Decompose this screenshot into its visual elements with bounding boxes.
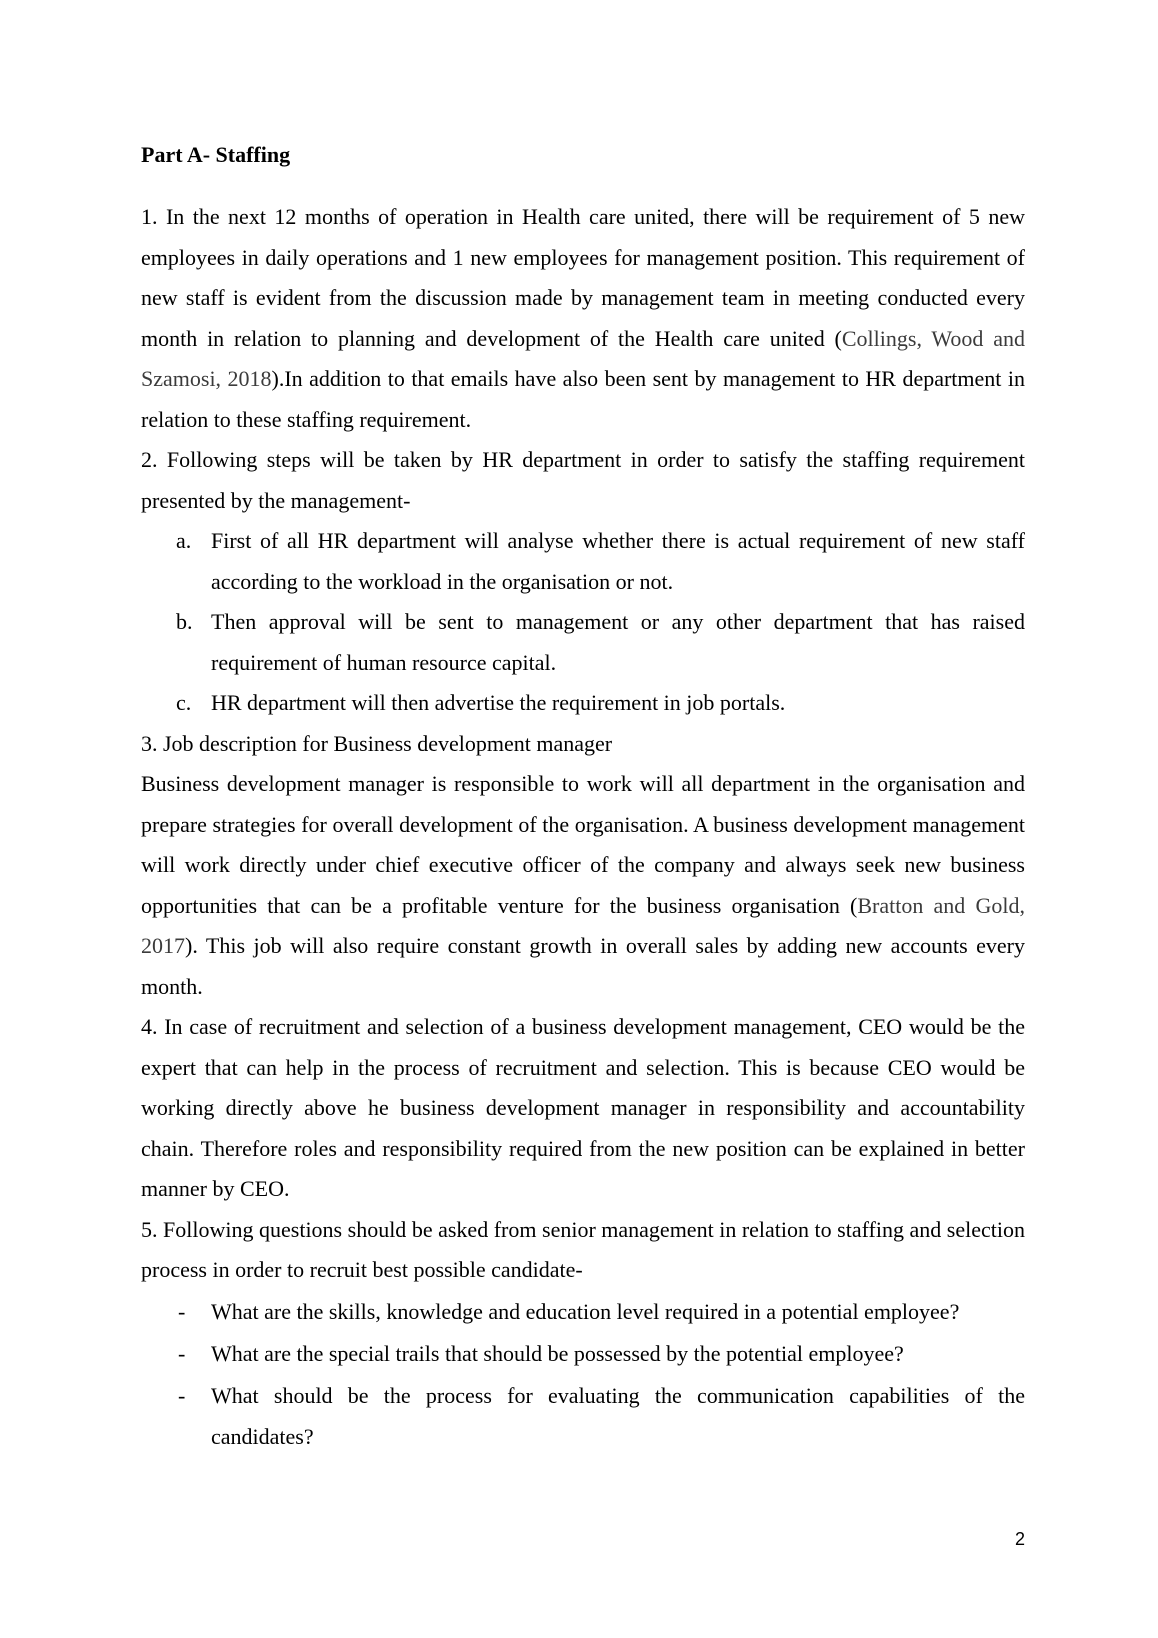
- list-item-question-2: [141, 1334, 1025, 1375]
- paragraph-3-body: [141, 764, 1025, 1007]
- list-item-text: First of all HR department will analyse whether there is actual requirement of new staff according to the workload in the organisation or not.: [211, 528, 1025, 594]
- list-item-question-3: [141, 1376, 1025, 1457]
- list-marker: b.: [176, 609, 193, 634]
- list-item-step-a: [141, 521, 1025, 602]
- paragraph-3-text-end: ). This job will also require constant growth in overall sales by adding new accounts every month.: [141, 933, 1025, 999]
- list-marker: -: [178, 1383, 186, 1408]
- list-item-step-c: [141, 683, 1025, 724]
- section-heading: Part A- Staffing: [141, 142, 291, 167]
- citation-bratton: Bratton and Gold, 2017: [141, 892, 1025, 958]
- list-item-step-b: [141, 602, 1025, 683]
- paragraph-4: 4. In case of recruitment and selection of a business development management, CEO would be the expert that can help in the process of recruitment and selection. This is because CEO would be working directly above he business development manager in responsibility and accountability chain. Therefore roles and responsibility required from the new position can be explained in better manner by CEO.: [141, 1014, 1025, 1201]
- list-marker: a.: [176, 528, 192, 553]
- paragraph-1: [141, 197, 1025, 440]
- paragraph-3-text: Business development manager is responsible to work will all department in the organisation and prepare strategies for overall development of the organisation. A business development management will work directly under chief executive officer of the company and always seek new business opportunities that can be a profitable venture for the business organisation (: [141, 771, 1025, 918]
- page-number: 2: [1014, 1529, 1025, 1549]
- paragraph-1-text: 1. In the next 12 months of operation in Health care united, there will be requirement of 5 new employees in daily operations and 1 new employees for management position. This requirement of new staff is evident from the discussion made by management team in meeting conducted every month in relation to planning and development of the Health care united (: [141, 204, 1025, 351]
- list-marker: -: [178, 1341, 186, 1366]
- paragraph-3-title: 3. Job description for Business development manager: [141, 730, 613, 756]
- document-page: [141, 0, 1025, 1638]
- paragraph-2-intro: 2. Following steps will be taken by HR department in order to satisfy the staffing requirement presented by the management-: [141, 447, 1025, 513]
- list-item-text: Then approval will be sent to management or any other department that has raised requirement of human resource capital.: [211, 609, 1025, 675]
- paragraph-5-intro: 5. Following questions should be asked from senior management in relation to staffing and selection process in order to recruit best possible candidate-: [141, 1216, 1025, 1282]
- document-body: [141, 197, 1025, 1457]
- list-item-text: HR department will then advertise the requirement in job portals.: [211, 690, 786, 715]
- list-item-question-1: [141, 1292, 1025, 1333]
- paragraph-1-text-end: ).In addition to that emails have also been sent by management to HR department in relation to these staffing requirement.: [141, 366, 1025, 432]
- list-marker: -: [178, 1299, 186, 1324]
- list-marker: c.: [176, 690, 192, 715]
- citation-collings: Collings, Wood and Szamosi, 2018: [141, 325, 1025, 391]
- list-item-text: What are the special trails that should be possessed by the potential employee?: [211, 1341, 904, 1366]
- list-item-text: What are the skills, knowledge and education level required in a potential employee?: [211, 1299, 960, 1324]
- list-item-text: What should be the process for evaluating the communication capabilities of the candidates?: [211, 1383, 1025, 1449]
